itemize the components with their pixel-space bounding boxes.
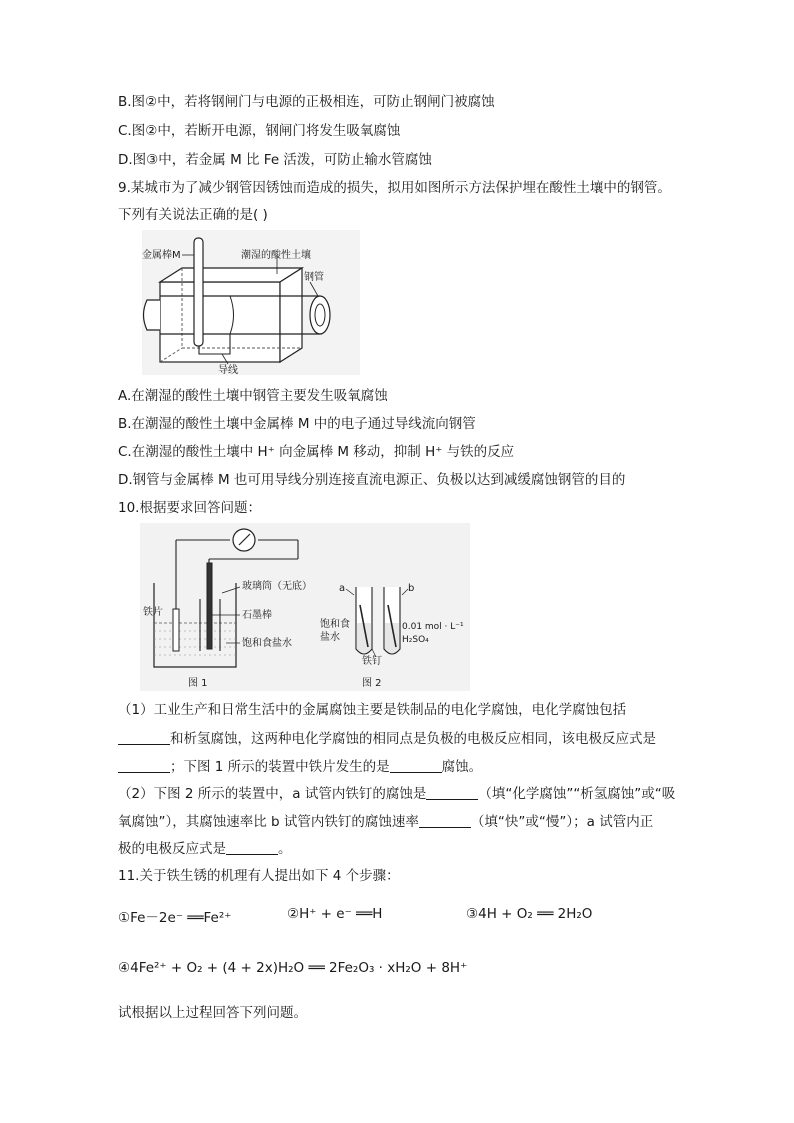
equation-4: ④4Fe²⁺ + O₂ + (4 + 2x)H₂O ══ 2Fe₂O₃ · xH₂O + 8H⁺ [118,960,468,976]
label-brine-2b: 盐水 [320,632,340,643]
answer-blank[interactable] [118,758,170,773]
q10-part1-line3-text: ；下图 1 所示的装置中铁片发生的是 [170,759,390,775]
label-brine-1: 饱和食盐水 [242,638,292,649]
figure2-caption: 图 2 [362,678,382,689]
figure1-caption: 图 1 [188,678,208,689]
answer-blank[interactable] [226,840,278,855]
q10-part2-line1 [118,784,675,804]
q8-option-b: B.图②中，若将钢闸门与电源的正极相连，可防止钢闸门被腐蚀 [118,94,495,110]
equation-1: ①Fe－2e⁻ ══Fe²⁺ [118,910,232,926]
q10-part2-line1-text: （2）下图 2 所示的装置中，a 试管内铁钉的腐蚀是 [118,786,427,802]
q9-stem-line2: 下列有关说法正确的是( ) [118,207,268,223]
label-glass-tube: 玻璃筒（无底） [242,581,312,592]
q8-option-d: D.图③中，若金属 M 比 Fe 活泼，可防止输水管腐蚀 [118,152,432,168]
equation-2: ②H⁺ + e⁻ ══H [287,906,383,922]
q9-stem-line1: 9.某城市为了减少钢管因锈蚀而造成的损失，拟用如图所示方法保护埋在酸性土壤中的钢管。 [118,180,671,196]
answer-blank[interactable] [419,813,471,828]
q10-part2-line2-hint: （填“快”或“慢”）；a 试管内正 [470,814,654,830]
label-tube-a: a [339,583,346,594]
q10-part1-line2 [118,729,656,749]
label-iron-nail: 铁钉 [362,656,382,667]
q9-option-d: D.钢管与金属棒 M 也可用导线分别连接直流电源正、负极以达到减缓腐蚀钢管的目的 [118,472,626,488]
q10-part2-line3-text: 极的电极反应式是 [118,841,226,857]
label-acid: H₂SO₄ [402,635,429,645]
answer-blank[interactable] [426,785,478,800]
label-acid-soil: 潮湿的酸性土壤 [241,250,311,261]
q10-part2-line1-hint: （填“化学腐蚀”“析氢腐蚀”或“吸 [478,786,676,802]
q8-option-c: C.图②中，若断开电源，钢闸门将发生吸氧腐蚀 [118,123,401,139]
q10-part1-line2-text: 和析氢腐蚀，这两种电化学腐蚀的相同点是负极的电极反应相同，该电极反应式是 [170,731,656,747]
label-steel-pipe: 钢管 [304,272,324,283]
label-metal-rod: 金属棒M [142,250,181,261]
answer-blank[interactable] [118,730,170,745]
q10-part2-line2-text: 氧腐蚀”），其腐蚀速率比 b 试管内铁钉的腐蚀速率 [118,814,419,830]
q9-figure-buried-pipe [142,230,360,375]
q10-part1-line1: （1）工业生产和日常生活中的金属腐蚀主要是铁制品的电化学腐蚀，电化学腐蚀包括 [118,702,627,718]
label-tube-b: b [408,583,415,594]
q9-option-c: C.在潮湿的酸性土壤中 H⁺ 向金属棒 M 移动，抑制 H⁺ 与铁的反应 [118,444,515,460]
q10-part1-line3-end: 腐蚀。 [441,759,483,775]
label-brine-2a: 饱和食 [320,619,350,630]
q10-figures [140,523,470,691]
q10-stem: 10.根据要求回答问题： [118,500,261,516]
q10-part1-line3 [118,757,482,777]
label-iron-sheet: 铁片 [143,607,163,618]
label-acid-conc: 0.01 mol · L⁻¹ [402,622,464,632]
label-wire: 导线 [218,365,238,375]
q10-part2-line3-end: 。 [278,841,292,857]
q9-option-b: B.在潮湿的酸性土壤中金属棒 M 中的电子通过导线流向钢管 [118,416,476,432]
q11-closing: 试根据以上过程回答下列问题。 [118,1005,307,1021]
q10-part2-line3 [118,839,292,859]
equation-3: ③4H + O₂ ══ 2H₂O [466,906,593,922]
label-graphite-rod: 石墨棒 [242,610,272,621]
q9-option-a: A.在潮湿的酸性土壤中钢管主要发生吸氧腐蚀 [118,388,388,404]
q11-stem: 11.关于铁生锈的机理有人提出如下 4 个步骤： [118,868,400,884]
answer-blank[interactable] [390,758,442,773]
q10-part2-line2 [118,812,653,832]
